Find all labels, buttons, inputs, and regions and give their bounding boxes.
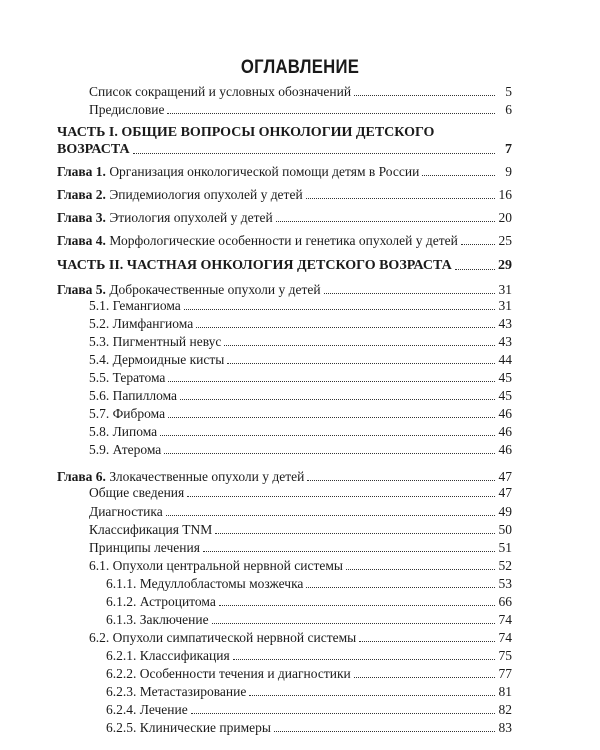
toc-entry-label: Предисловие [89, 102, 165, 117]
leader-dots [359, 640, 495, 642]
toc-entry-page: 20 [498, 210, 512, 225]
chapter-title: Морфологические особенности и генетика опухолей у детей [109, 233, 458, 248]
toc-entry-section-6-2-3 [106, 684, 512, 700]
toc-entry-label: 5.8. Липома [89, 424, 158, 439]
leader-dots [160, 434, 495, 436]
leader-dots [212, 622, 495, 624]
leader-dots [166, 514, 495, 516]
toc-entry-preface [89, 102, 512, 118]
toc-entry-label: 5.9. Атерома [89, 442, 162, 457]
toc-entry-part-2 [57, 258, 512, 274]
toc-entry-page: 83 [498, 720, 512, 735]
toc-entry-label: Принципы лечения [89, 540, 200, 555]
toc-entry-page: 29 [498, 258, 512, 273]
toc-entry-page: 51 [498, 540, 512, 555]
toc-entry-label: Классификация TNM [89, 522, 213, 537]
toc-entry-label [57, 187, 303, 203]
toc-entry-chapter-1 [57, 164, 512, 180]
leader-dots [227, 362, 495, 364]
chapter-title: Этиология опухолей у детей [109, 210, 273, 225]
toc-entry-label: 5.5. Тератома [89, 370, 166, 385]
toc-entry-page: 77 [498, 666, 512, 681]
toc-entry-page: 44 [498, 352, 512, 367]
toc-entry-page: 45 [498, 388, 512, 403]
toc-entry-label: 6.2.2. Особенности течения и диагностики [106, 666, 351, 681]
toc-entry-page: 66 [498, 594, 512, 609]
chapter-number: Глава 5. [57, 282, 106, 297]
leader-dots [354, 676, 495, 678]
toc-entry-chapter-5 [57, 282, 512, 298]
leader-dots [184, 308, 495, 310]
toc-entry-page: 74 [498, 612, 512, 627]
toc-entry-label: 5.4. Дермоидные кисты [89, 352, 225, 367]
toc-entry-page: 81 [498, 684, 512, 699]
toc-entry-label: 5.1. Гемангиома [89, 298, 181, 313]
toc-entry-page: 25 [498, 233, 512, 248]
toc-entry-page: 74 [498, 630, 512, 645]
toc-entry-page: 46 [498, 424, 512, 439]
toc-entry-tnm [89, 522, 512, 538]
leader-dots [196, 326, 495, 328]
leader-dots [306, 586, 495, 588]
toc-entry-page: 31 [498, 282, 512, 297]
toc-entry-label: 5.3. Пигментный невус [89, 334, 222, 349]
toc-entry-label: 6.1.3. Заключение [106, 612, 209, 627]
leader-dots [276, 220, 495, 222]
toc-entry-section-6-2-5 [106, 720, 512, 736]
chapter-number: Глава 3. [57, 210, 106, 225]
leader-dots [306, 197, 495, 199]
leader-dots [191, 712, 495, 714]
toc-entry-label: 5.6. Папиллома [89, 388, 178, 403]
toc-entry-page: 43 [498, 334, 512, 349]
toc-entry-chapter-4 [57, 233, 512, 249]
toc-entry-page: 31 [498, 298, 512, 313]
toc-entry-label: 5.2. Лимфангиома [89, 316, 194, 331]
leader-dots [461, 243, 495, 245]
leader-dots [203, 550, 495, 552]
toc-entry-page: 50 [498, 522, 512, 537]
toc-entry-label: 6.1. Опухоли центральной нервной системы [89, 558, 343, 573]
toc-entry-label: 6.2.3. Метастазирование [106, 684, 247, 699]
leader-dots [346, 568, 495, 570]
toc-entry-label [57, 210, 273, 226]
toc-entry-section-6-2-2 [106, 666, 512, 682]
toc-entry-label [57, 233, 458, 249]
toc-entry-label: 6.2. Опухоли симпатической нервной системы [89, 630, 357, 645]
toc-entry-label [57, 282, 321, 298]
toc-entry-label: ЧАСТЬ II. ЧАСТНАЯ ОНКОЛОГИЯ ДЕТСКОГО ВОЗРАСТА [57, 258, 452, 273]
toc-entry-chapter-2 [57, 187, 512, 203]
toc-entry-section-5-9 [89, 442, 512, 458]
leader-dots [233, 658, 495, 660]
leader-dots [219, 604, 495, 606]
toc-part-1-title: ЧАСТЬ I. ОБЩИЕ ВОПРОСЫ ОНКОЛОГИИ ДЕТСКОГО [57, 125, 435, 140]
toc-entry-page: 52 [498, 558, 512, 573]
toc-entry-page: 75 [498, 648, 512, 663]
toc-entry-page: 6 [505, 102, 512, 117]
toc-entry-label: Общие сведения [89, 485, 185, 500]
toc-entry-abbreviations [89, 84, 512, 100]
toc-entry-page: 5 [505, 84, 512, 99]
toc-entry-label: 6.1.1. Медуллобластомы мозжечка [106, 576, 304, 591]
toc-entry-label [57, 469, 304, 485]
toc-entry-part-1 [57, 142, 512, 158]
leader-dots [249, 694, 495, 696]
chapter-number: Глава 1. [57, 164, 106, 179]
toc-entry-label [57, 164, 419, 180]
toc-entry-general-info [89, 485, 512, 501]
chapter-title: Злокачественные опухоли у детей [109, 469, 305, 484]
leader-dots [133, 152, 495, 154]
leader-dots [168, 416, 495, 418]
toc-entry-label: Диагностика [89, 504, 163, 519]
toc-entry-chapter-3 [57, 210, 512, 226]
leader-dots [307, 479, 495, 481]
toc-entry-diagnostics [89, 504, 512, 520]
leader-dots [274, 730, 495, 732]
leader-dots [180, 398, 495, 400]
leader-dots [324, 292, 495, 294]
toc-entry-chapter-6 [57, 469, 512, 485]
toc-entry-page: 7 [505, 142, 512, 157]
toc-entry-page: 45 [498, 370, 512, 385]
toc-entry-section-5-1 [89, 298, 512, 314]
toc-entry-label: 6.2.1. Классификация [106, 648, 230, 663]
chapter-number: Глава 4. [57, 233, 106, 248]
page-title: ОГЛАВЛЕНИЕ [240, 57, 360, 78]
chapter-title: Доброкачественные опухоли у детей [109, 282, 321, 297]
toc-entry-section-5-4 [89, 352, 512, 368]
toc-entry-page: 82 [498, 702, 512, 717]
leader-dots [455, 268, 495, 270]
toc-entry-label: Список сокращений и условных обозначений [89, 84, 352, 99]
leader-dots [354, 94, 495, 96]
toc-entry-label: 5.7. Фиброма [89, 406, 166, 421]
toc-entry-treatment-principles [89, 540, 512, 556]
toc-entry-section-6-2-4 [106, 702, 512, 718]
toc-entry-page: 16 [498, 187, 512, 202]
leader-dots [164, 452, 495, 454]
toc-entry-section-6-1 [89, 558, 512, 574]
toc-entry-page: 46 [498, 442, 512, 457]
toc-entry-page: 43 [498, 316, 512, 331]
toc-entry-section-5-3 [89, 334, 512, 350]
toc-entry-label: 6.1.2. Астроцитома [106, 594, 216, 609]
leader-dots [422, 174, 495, 176]
toc-entry-section-5-2 [89, 316, 512, 332]
leader-dots [167, 112, 495, 114]
toc-entry-section-6-2 [89, 630, 512, 646]
toc-entry-section-5-8 [89, 424, 512, 440]
toc-entry-section-6-1-3 [106, 612, 512, 628]
toc-entry-label: 6.2.5. Клинические примеры [106, 720, 271, 735]
toc-entry-page: 53 [498, 576, 512, 591]
chapter-title: Организация онкологической помощи детям в России [109, 164, 420, 179]
leader-dots [187, 495, 495, 497]
toc-entry-page: 49 [498, 504, 512, 519]
leader-dots [215, 532, 495, 534]
chapter-number: Глава 6. [57, 469, 106, 484]
toc-entry-section-5-6 [89, 388, 512, 404]
toc-entry-section-5-5 [89, 370, 512, 386]
leader-dots [224, 344, 495, 346]
toc-entry-page: 9 [505, 164, 512, 179]
toc-entry-section-6-2-1 [106, 648, 512, 664]
toc-entry-label: ВОЗРАСТА [57, 142, 130, 157]
leader-dots [168, 380, 495, 382]
chapter-title: Эпидемиология опухолей у детей [109, 187, 303, 202]
toc-entry-section-6-1-1 [106, 576, 512, 592]
toc-entry-label: 6.2.4. Лечение [106, 702, 188, 717]
toc-entry-section-5-7 [89, 406, 512, 422]
toc-entry-page: 47 [498, 485, 512, 500]
toc-entry-page: 46 [498, 406, 512, 421]
toc-entry-section-6-1-2 [106, 594, 512, 610]
toc-entry-page: 47 [498, 469, 512, 484]
chapter-number: Глава 2. [57, 187, 106, 202]
